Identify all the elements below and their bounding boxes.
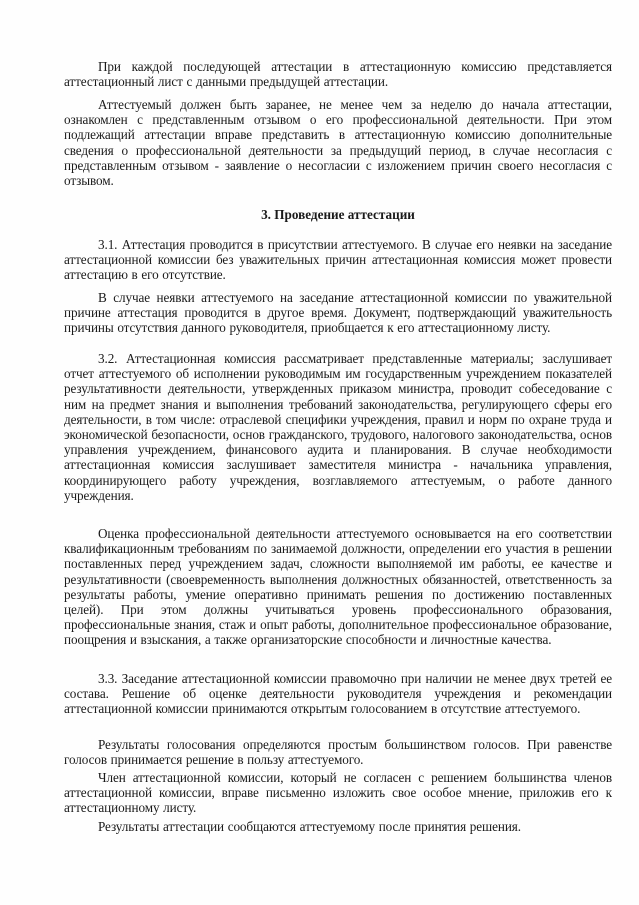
paragraph-dissent: Член аттестационной комиссии, который не согласен с решением большинства членов аттестационной комиссии, вправе письменно изложить свое особое мнение, приложив его к аттестационному листу. [64,770,612,816]
paragraph-3-3: 3.3. Заседание аттестационной комиссии правомочно при наличии не менее двух третей ее состава. Решение об оценке деятельности руководителя учреждения и рекомендации аттестационной комиссии принимаются открытым голосованием в отсутствие аттестуемого. [64,671,612,717]
paragraph-intro-1: При каждой последующей аттестации в аттестационную комиссию представляется аттестационный лист с данными предыдущей аттестации. [64,59,612,90]
paragraph-intro-2: Аттестуемый должен быть заранее, не менее чем за неделю до начала аттестации, ознакомлен с представленным отзывом о его профессиональной деятельности. При этом подлежащий аттестации вправе представить в аттестационную комиссию дополнительные сведения о профессиональной деятельности за предыдущий период, в случае несогласия с представленным отзывом - заявление о несогласии с изложением причин своего несогласия с отзывом. [64,97,612,189]
paragraph-results-communication: Результаты аттестации сообщаются аттестуемому после принятия решения. [98,819,521,834]
paragraph-voting-results: Результаты голосования определяются простым большинством голосов. При равенстве голосов принимается решение в пользу аттестуемого. [64,737,612,768]
paragraph-3-2: 3.2. Аттестационная комиссия рассматривает представленные материалы; заслушивает отчет аттестуемого об исполнении руководимым им государственным учреждением показателей результативности деятельности, утвержденных приказом министра, проводит собеседование с ним на предмет знания и выполнения требований законодательства, регулирующего сферы его деятельности, в том числе: отраслевой специфики учреждения, правил и норм по охране труда и экономической безопасности, основ гражданского, трудового, налогового законодательства, основ управления учреждением, финансового аудита и планирования. В случае необходимости аттестационная комиссия заслушивает заместителя министра - начальника управления, координирующего работу учреждения, возглавляемого аттестуемым, о работе данного учреждения. [64,351,612,503]
paragraph-evaluation: Оценка профессиональной деятельности аттестуемого основывается на его соответствии квалификационным требованиям по занимаемой должности, определении его участия в решении поставленных перед учреждением задач, сложности выполняемой им работы, ее качестве и результативности (своевременность выполнения должностных обязанностей, ответственность за результаты работы, умение оперативно принимать решения по достижению поставленных целей). При этом должны учитываться уровень профессионального образования, профессиональные знания, стаж и опыт работы, дополнительное профессиональное образование, поощрения и взыскания, а также организаторские способности и личностные качества. [64,526,612,648]
paragraph-3-1-absence: В случае неявки аттестуемого на заседание аттестационной комиссии по уважительной причине аттестация проводится в другое время. Документ, подтверждающий уважительность причины отсутствия данного руководителя, приобщается к его аттестационному листу. [64,290,612,336]
section-heading: 3. Проведение аттестации [261,207,415,222]
paragraph-3-1: 3.1. Аттестация проводится в присутствии аттестуемого. В случае его неявки на заседание аттестационной комиссии без уважительных причин аттестационная комиссия может провести аттестацию в его отсутствие. [64,237,612,283]
